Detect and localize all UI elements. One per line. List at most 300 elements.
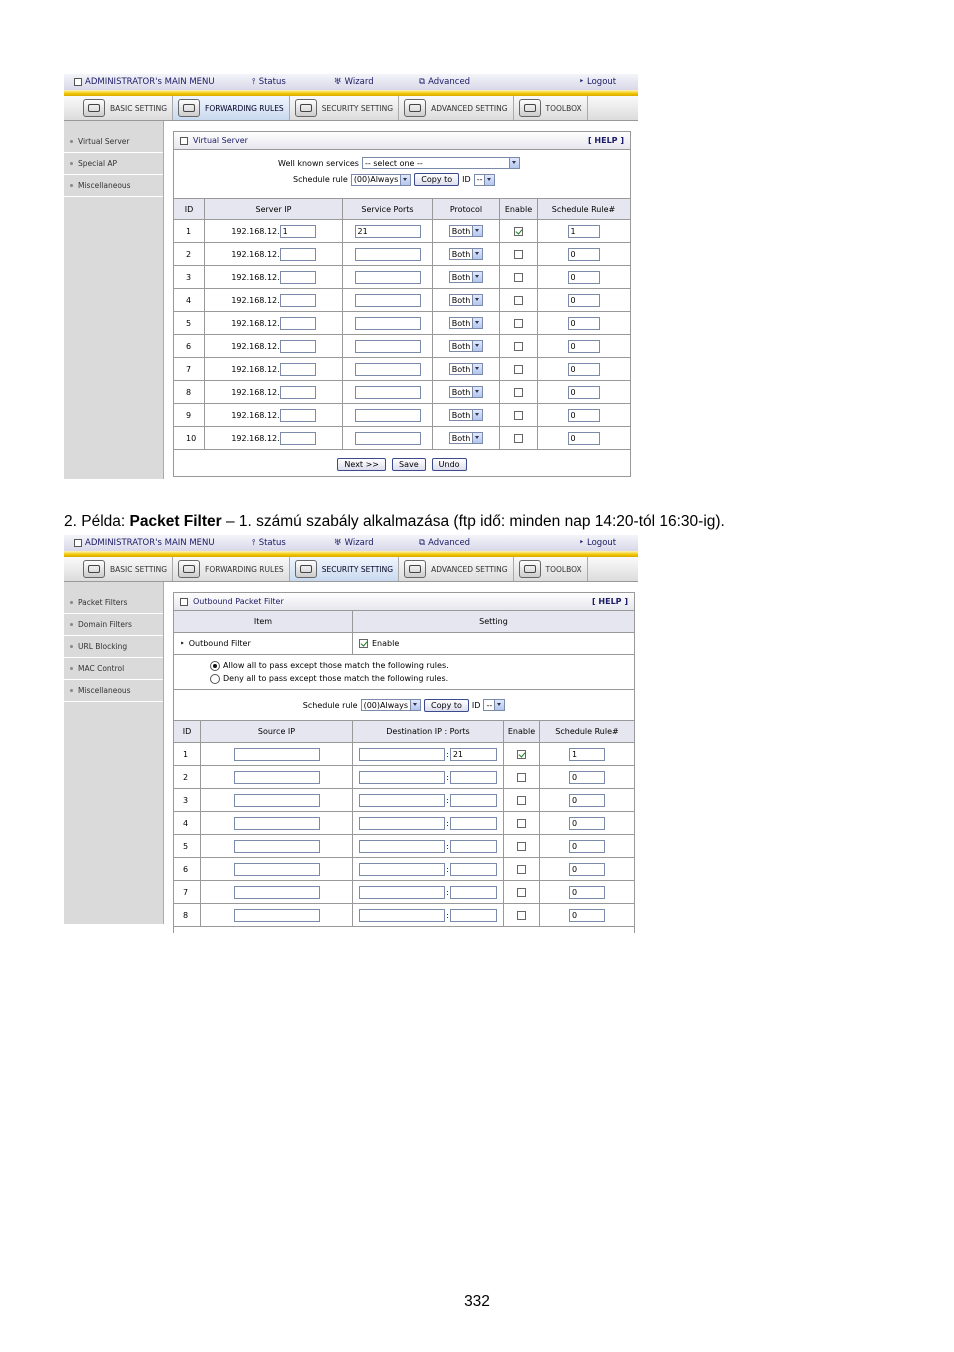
row-id: 1 bbox=[174, 220, 205, 242]
table-header bbox=[174, 721, 634, 743]
tab-security-setting[interactable]: SECURITY SETTING bbox=[290, 557, 399, 581]
tab-toolbox[interactable]: TOOLBOX bbox=[514, 96, 588, 120]
protocol-select[interactable] bbox=[449, 340, 484, 352]
tab-security-setting[interactable]: SECURITY SETTING bbox=[290, 96, 399, 120]
ip-prefix: 192.168.12. bbox=[231, 295, 280, 305]
ip-prefix: 192.168.12. bbox=[231, 433, 280, 443]
bullet-icon bbox=[70, 623, 73, 626]
enable-cell bbox=[500, 220, 538, 242]
service-ports-input[interactable] bbox=[355, 409, 421, 422]
destination-ip-input[interactable] bbox=[359, 886, 445, 899]
enable-checkbox[interactable] bbox=[517, 888, 526, 897]
destination-cell bbox=[353, 835, 504, 857]
ip-prefix: 192.168.12. bbox=[231, 364, 280, 374]
table-row bbox=[174, 766, 634, 789]
protocol-value: Both bbox=[451, 318, 471, 328]
row-id: 3 bbox=[174, 266, 205, 288]
schedule-rule-cell bbox=[538, 358, 629, 380]
sidebar-item-label: Packet Filters bbox=[78, 598, 128, 607]
schedule-rule-input[interactable]: 0 bbox=[569, 794, 605, 807]
schedule-rule-input[interactable]: 0 bbox=[568, 294, 600, 307]
protocol-select[interactable] bbox=[449, 432, 484, 444]
server-ip-input[interactable] bbox=[280, 340, 316, 353]
destination-cell bbox=[353, 858, 504, 880]
destination-port-input[interactable] bbox=[450, 840, 497, 853]
copy-to-button[interactable]: Copy to bbox=[414, 173, 459, 186]
schedule-rule-input[interactable]: 0 bbox=[568, 386, 600, 399]
schedule-rule-cell bbox=[540, 766, 634, 788]
enable-checkbox[interactable] bbox=[517, 796, 526, 805]
wizard-icon: ♅ bbox=[334, 77, 342, 87]
enable-cell bbox=[504, 835, 540, 857]
tab-basic-setting[interactable]: BASIC SETTING bbox=[78, 557, 173, 581]
destination-ip-input[interactable] bbox=[359, 771, 445, 784]
well-known-select[interactable]: -- select one -- bbox=[362, 157, 520, 169]
schedule-row: Schedule rule (00)Always Copy to ID -- bbox=[293, 173, 495, 186]
column-header: Protocol bbox=[433, 199, 500, 219]
protocol-cell bbox=[433, 427, 500, 449]
column-header: Destination IP : Ports bbox=[353, 721, 504, 742]
action-buttons bbox=[174, 450, 630, 471]
enable-cell bbox=[500, 266, 538, 288]
row-id: 6 bbox=[174, 858, 201, 880]
sidebar-item[interactable] bbox=[64, 658, 163, 680]
enable-cell bbox=[504, 858, 540, 880]
column-header: Enable bbox=[504, 721, 540, 742]
source-ip-input[interactable] bbox=[234, 863, 320, 876]
service-ports-input[interactable] bbox=[355, 363, 421, 376]
protocol-cell bbox=[433, 404, 500, 426]
enable-checkbox[interactable] bbox=[514, 411, 523, 420]
protocol-cell bbox=[433, 358, 500, 380]
row-id: 3 bbox=[174, 789, 201, 811]
schedule-rule-input[interactable]: 0 bbox=[569, 886, 605, 899]
schedule-rule-cell bbox=[538, 266, 629, 288]
table-row bbox=[174, 881, 634, 904]
enable-checkbox[interactable] bbox=[514, 365, 523, 374]
ip-prefix: 192.168.12. bbox=[231, 272, 280, 282]
enable-checkbox[interactable] bbox=[514, 319, 523, 328]
next-button[interactable]: Next >> bbox=[337, 458, 386, 471]
source-ip-cell bbox=[201, 789, 353, 811]
menu-square-icon bbox=[74, 539, 82, 547]
chevron-down-icon bbox=[410, 700, 420, 710]
schedule-select[interactable]: (00)Always bbox=[361, 699, 421, 711]
forward-icon bbox=[178, 560, 200, 578]
column-header: ID bbox=[174, 721, 201, 742]
destination-port-input[interactable] bbox=[450, 909, 497, 922]
row-id: 1 bbox=[174, 743, 201, 765]
content-area bbox=[64, 121, 638, 479]
schedule-rule-input[interactable]: 1 bbox=[568, 225, 600, 238]
column-header: Service Ports bbox=[343, 199, 433, 219]
server-ip-cell bbox=[205, 220, 343, 242]
schedule-rule-input[interactable]: 0 bbox=[568, 340, 600, 353]
sidebar-item-label: Miscellaneous bbox=[78, 686, 131, 695]
schedule-rule-input[interactable]: 0 bbox=[568, 317, 600, 330]
schedule-rule-input[interactable]: 0 bbox=[568, 248, 600, 261]
tab-forwarding-rules[interactable]: FORWARDING RULES bbox=[173, 96, 290, 120]
panel-square-icon bbox=[180, 137, 188, 145]
destination-ip-input[interactable] bbox=[359, 863, 445, 876]
sidebar-item[interactable] bbox=[64, 636, 163, 658]
source-ip-input[interactable] bbox=[234, 794, 320, 807]
panel-square-icon bbox=[180, 598, 188, 606]
source-ip-input[interactable] bbox=[234, 886, 320, 899]
tab-bar bbox=[64, 557, 638, 582]
protocol-value: Both bbox=[451, 226, 471, 236]
chevron-down-icon bbox=[484, 175, 494, 185]
destination-port-input[interactable] bbox=[450, 794, 497, 807]
enable-cell bbox=[500, 312, 538, 334]
sidebar-item-label: MAC Control bbox=[78, 664, 125, 673]
table-row bbox=[174, 404, 630, 427]
protocol-select[interactable] bbox=[449, 248, 484, 260]
main-area bbox=[164, 121, 638, 479]
content-area bbox=[64, 582, 638, 924]
source-ip-input[interactable] bbox=[234, 817, 320, 830]
ip-prefix: 192.168.12. bbox=[231, 226, 280, 236]
enable-checkbox[interactable] bbox=[517, 842, 526, 851]
bullet-icon bbox=[70, 667, 73, 670]
source-ip-cell bbox=[201, 766, 353, 788]
port-separator: : bbox=[446, 841, 449, 851]
panel-title: Virtual Server bbox=[193, 136, 248, 145]
destination-port-input[interactable] bbox=[450, 886, 497, 899]
source-ip-input[interactable] bbox=[234, 748, 320, 761]
service-ports-input[interactable] bbox=[355, 432, 421, 445]
schedule-rule-input[interactable]: 0 bbox=[568, 432, 600, 445]
protocol-value: Both bbox=[451, 364, 471, 374]
schedule-rule-input[interactable]: 0 bbox=[569, 840, 605, 853]
column-header: Enable bbox=[500, 199, 538, 219]
sidebar-item[interactable] bbox=[64, 592, 163, 614]
sidebar-item[interactable] bbox=[64, 131, 163, 153]
enable-checkbox[interactable] bbox=[514, 227, 523, 236]
enable-cell bbox=[500, 289, 538, 311]
source-ip-input[interactable] bbox=[234, 840, 320, 853]
service-ports-input[interactable] bbox=[355, 294, 421, 307]
schedule-rule-input[interactable]: 1 bbox=[569, 748, 605, 761]
schedule-rule-cell bbox=[538, 335, 629, 357]
service-ports-cell bbox=[343, 381, 433, 403]
page-number: 332 bbox=[464, 1293, 490, 1310]
logout-link[interactable]: ‣ Logout bbox=[579, 77, 617, 87]
schedule-select[interactable]: (00)Always bbox=[351, 174, 411, 186]
column-header: Source IP bbox=[201, 721, 353, 742]
sidebar-item-label: Virtual Server bbox=[78, 137, 130, 146]
settings-icon bbox=[404, 99, 426, 117]
sidebar-item-label: Domain Filters bbox=[78, 620, 132, 629]
destination-cell bbox=[353, 743, 504, 765]
forward-icon bbox=[178, 99, 200, 117]
table-row bbox=[174, 904, 634, 927]
protocol-value: Both bbox=[451, 341, 471, 351]
chevron-down-icon bbox=[472, 318, 482, 328]
enable-checkbox[interactable] bbox=[517, 911, 526, 920]
port-separator: : bbox=[446, 910, 449, 920]
chevron-down-icon bbox=[472, 249, 482, 259]
protocol-cell bbox=[433, 266, 500, 288]
destination-ip-input[interactable] bbox=[359, 817, 445, 830]
server-ip-cell bbox=[205, 381, 343, 403]
enable-cell bbox=[500, 427, 538, 449]
sidebar bbox=[64, 121, 164, 479]
row-id: 5 bbox=[174, 835, 201, 857]
enable-cell bbox=[504, 881, 540, 903]
sidebar-item[interactable] bbox=[64, 175, 163, 197]
protocol-value: Both bbox=[451, 272, 471, 282]
protocol-select[interactable] bbox=[449, 271, 484, 283]
server-ip-cell bbox=[205, 243, 343, 265]
server-ip-input[interactable] bbox=[280, 386, 316, 399]
virtual-server-screenshot bbox=[64, 74, 638, 479]
filter-mode-area: Allow all to pass except those match the following rules. Deny all to pass except those match the following rules. bbox=[174, 655, 634, 690]
enable-cell bbox=[504, 766, 540, 788]
enable-checkbox[interactable] bbox=[514, 296, 523, 305]
chevron-down-icon bbox=[509, 158, 519, 168]
source-ip-input[interactable] bbox=[234, 909, 320, 922]
schedule-rule-cell bbox=[540, 789, 634, 811]
schedule-rule-cell bbox=[540, 904, 634, 926]
server-ip-input[interactable] bbox=[280, 432, 316, 445]
ip-prefix: 192.168.12. bbox=[231, 387, 280, 397]
server-ip-cell bbox=[205, 312, 343, 334]
schedule-rule-input[interactable]: 0 bbox=[569, 909, 605, 922]
column-header: Schedule Rule# bbox=[551, 204, 616, 214]
source-ip-cell bbox=[201, 835, 353, 857]
help-link[interactable]: [ HELP ] bbox=[587, 136, 624, 145]
sidebar-item[interactable] bbox=[64, 153, 163, 175]
allow-radio[interactable] bbox=[210, 661, 220, 671]
protocol-select[interactable] bbox=[449, 317, 484, 329]
table-header bbox=[174, 199, 630, 220]
sidebar bbox=[64, 582, 164, 924]
sidebar-item[interactable] bbox=[64, 680, 163, 702]
service-ports-cell bbox=[343, 335, 433, 357]
schedule-rule-input[interactable]: 0 bbox=[568, 363, 600, 376]
top-menu-bar bbox=[64, 74, 638, 90]
enable-cell bbox=[500, 404, 538, 426]
service-ports-input[interactable] bbox=[355, 248, 421, 261]
protocol-value: Both bbox=[451, 295, 471, 305]
row-id: 4 bbox=[174, 289, 205, 311]
help-link[interactable]: [ HELP ] bbox=[591, 597, 628, 606]
sidebar-item-label: URL Blocking bbox=[78, 642, 128, 651]
bullet-icon bbox=[70, 184, 73, 187]
protocol-select[interactable] bbox=[449, 225, 484, 237]
top-menu-bar bbox=[64, 535, 638, 551]
schedule-rule-cell bbox=[538, 220, 629, 242]
source-ip-cell bbox=[201, 881, 353, 903]
enable-checkbox[interactable] bbox=[517, 750, 526, 759]
protocol-select[interactable] bbox=[449, 363, 484, 375]
port-separator: : bbox=[446, 749, 449, 759]
destination-port-input[interactable] bbox=[450, 863, 497, 876]
schedule-rule-input[interactable]: 0 bbox=[569, 817, 605, 830]
protocol-cell bbox=[433, 220, 500, 242]
copy-to-button[interactable]: Copy to bbox=[424, 699, 469, 712]
table-row bbox=[174, 858, 634, 881]
arrow-right-icon: ‣ bbox=[579, 538, 585, 548]
destination-ip-input[interactable] bbox=[359, 794, 445, 807]
ip-prefix: 192.168.12. bbox=[231, 318, 280, 328]
enable-checkbox[interactable] bbox=[514, 250, 523, 259]
protocol-cell bbox=[433, 381, 500, 403]
undo-button[interactable]: Undo bbox=[432, 458, 467, 471]
virtual-server-table bbox=[174, 199, 630, 450]
server-ip-input[interactable] bbox=[280, 294, 316, 307]
protocol-select[interactable] bbox=[449, 294, 484, 306]
server-ip-input[interactable] bbox=[280, 248, 316, 261]
row-id: 4 bbox=[174, 812, 201, 834]
row-id: 9 bbox=[174, 404, 205, 426]
tab-basic-setting[interactable]: BASIC SETTING bbox=[78, 96, 173, 120]
chevron-down-icon bbox=[400, 175, 410, 185]
sidebar-item-label: Special AP bbox=[78, 159, 118, 168]
table-row bbox=[174, 427, 630, 450]
protocol-select[interactable] bbox=[449, 386, 484, 398]
source-ip-input[interactable] bbox=[234, 771, 320, 784]
protocol-cell bbox=[433, 289, 500, 311]
panel-header bbox=[174, 132, 630, 150]
tab-toolbox[interactable]: TOOLBOX bbox=[514, 557, 588, 581]
schedule-rule-input[interactable]: 0 bbox=[569, 863, 605, 876]
destination-port-input[interactable] bbox=[450, 817, 497, 830]
advanced-link[interactable]: ⧉ Advanced bbox=[419, 538, 471, 548]
schedule-rule-input[interactable]: 0 bbox=[568, 409, 600, 422]
enable-checkbox[interactable] bbox=[517, 819, 526, 828]
table-row bbox=[174, 289, 630, 312]
service-ports-cell bbox=[343, 404, 433, 426]
status-link[interactable]: ⫯ Status bbox=[252, 77, 286, 87]
logout-link[interactable]: ‣ Logout bbox=[579, 538, 617, 548]
enable-checkbox[interactable] bbox=[514, 434, 523, 443]
bullet-icon bbox=[70, 162, 73, 165]
save-button[interactable]: Save bbox=[392, 458, 426, 471]
service-ports-input[interactable] bbox=[355, 271, 421, 284]
schedule-rule-cell bbox=[540, 881, 634, 903]
ip-prefix: 192.168.12. bbox=[231, 341, 280, 351]
protocol-select[interactable] bbox=[449, 409, 484, 421]
schedule-rule-cell bbox=[538, 404, 629, 426]
chevron-down-icon bbox=[472, 433, 482, 443]
enable-checkbox[interactable] bbox=[517, 865, 526, 874]
menu-square-icon bbox=[74, 78, 82, 86]
enable-outbound-checkbox[interactable] bbox=[359, 639, 368, 648]
service-ports-input[interactable] bbox=[355, 340, 421, 353]
tab-advanced-setting[interactable]: ADVANCED SETTING bbox=[399, 557, 513, 581]
wizard-icon: ♅ bbox=[334, 538, 342, 548]
schedule-rule-cell bbox=[540, 835, 634, 857]
destination-ip-input[interactable] bbox=[359, 748, 445, 761]
tab-advanced-setting[interactable]: ADVANCED SETTING bbox=[399, 96, 513, 120]
main-menu-link[interactable]: ADMINISTRATOR's MAIN MENU bbox=[74, 77, 215, 87]
toolbox-icon bbox=[519, 99, 541, 117]
wizard-link[interactable]: ♅ Wizard bbox=[334, 538, 374, 548]
sidebar-item[interactable] bbox=[64, 614, 163, 636]
destination-cell bbox=[353, 881, 504, 903]
row-id: 8 bbox=[174, 381, 205, 403]
server-ip-input[interactable] bbox=[280, 271, 316, 284]
enable-checkbox[interactable] bbox=[517, 773, 526, 782]
row-id: 2 bbox=[174, 243, 205, 265]
table-row bbox=[174, 381, 630, 404]
service-ports-input[interactable]: 21 bbox=[355, 225, 421, 238]
bullet-icon bbox=[70, 601, 73, 604]
row-id: 7 bbox=[174, 881, 201, 903]
enable-checkbox[interactable] bbox=[514, 273, 523, 282]
enable-checkbox[interactable] bbox=[514, 388, 523, 397]
advanced-link[interactable]: ⧉ Advanced bbox=[419, 77, 471, 87]
service-ports-input[interactable] bbox=[355, 386, 421, 399]
enable-cell bbox=[500, 335, 538, 357]
source-ip-cell bbox=[201, 904, 353, 926]
table-row bbox=[174, 220, 630, 243]
schedule-rule-input[interactable]: 0 bbox=[568, 271, 600, 284]
bullet-icon bbox=[70, 645, 73, 648]
panel-header bbox=[174, 593, 634, 611]
protocol-cell bbox=[433, 312, 500, 334]
enable-checkbox[interactable] bbox=[514, 342, 523, 351]
destination-port-input[interactable] bbox=[450, 771, 497, 784]
destination-cell bbox=[353, 904, 504, 926]
chevron-down-icon bbox=[472, 272, 482, 282]
folder-icon bbox=[83, 99, 105, 117]
main-menu-link[interactable]: ADMINISTRATOR's MAIN MENU bbox=[74, 538, 215, 548]
enable-cell bbox=[504, 743, 540, 765]
destination-ip-input[interactable] bbox=[359, 909, 445, 922]
chevron-down-icon bbox=[494, 700, 504, 710]
packet-filter-table bbox=[174, 721, 634, 927]
virtual-server-panel bbox=[173, 131, 631, 477]
table-row bbox=[174, 266, 630, 289]
server-ip-input[interactable] bbox=[280, 363, 316, 376]
arrow-right-icon: ‣ bbox=[579, 77, 585, 87]
outbound-filter-panel bbox=[173, 592, 635, 933]
port-separator: : bbox=[446, 887, 449, 897]
status-link[interactable]: ⫯ Status bbox=[252, 538, 286, 548]
service-ports-input[interactable] bbox=[355, 317, 421, 330]
shield-icon bbox=[295, 99, 317, 117]
service-ports-cell bbox=[343, 289, 433, 311]
port-separator: : bbox=[446, 772, 449, 782]
server-ip-input[interactable]: 1 bbox=[280, 225, 316, 238]
destination-port-input[interactable]: 21 bbox=[450, 748, 497, 761]
tab-forwarding-rules[interactable]: FORWARDING RULES bbox=[173, 557, 290, 581]
status-icon: ⫯ bbox=[252, 538, 256, 548]
server-ip-input[interactable] bbox=[280, 317, 316, 330]
destination-ip-input[interactable] bbox=[359, 840, 445, 853]
schedule-rule-cell bbox=[540, 858, 634, 880]
schedule-rule-input[interactable]: 0 bbox=[569, 771, 605, 784]
table-row bbox=[174, 243, 630, 266]
id-select[interactable]: -- bbox=[483, 699, 505, 711]
well-known-row: Well known services -- select one -- bbox=[278, 157, 520, 169]
row-id: 5 bbox=[174, 312, 205, 334]
server-ip-cell bbox=[205, 266, 343, 288]
deny-radio[interactable] bbox=[210, 674, 220, 684]
server-ip-input[interactable] bbox=[280, 409, 316, 422]
port-separator: : bbox=[446, 795, 449, 805]
protocol-value: Both bbox=[451, 249, 471, 259]
table-row bbox=[174, 835, 634, 858]
row-id: 10 bbox=[174, 427, 205, 449]
server-ip-cell bbox=[205, 427, 343, 449]
destination-cell bbox=[353, 766, 504, 788]
id-select[interactable]: -- bbox=[474, 174, 496, 186]
wizard-link[interactable]: ♅ Wizard bbox=[334, 77, 374, 87]
